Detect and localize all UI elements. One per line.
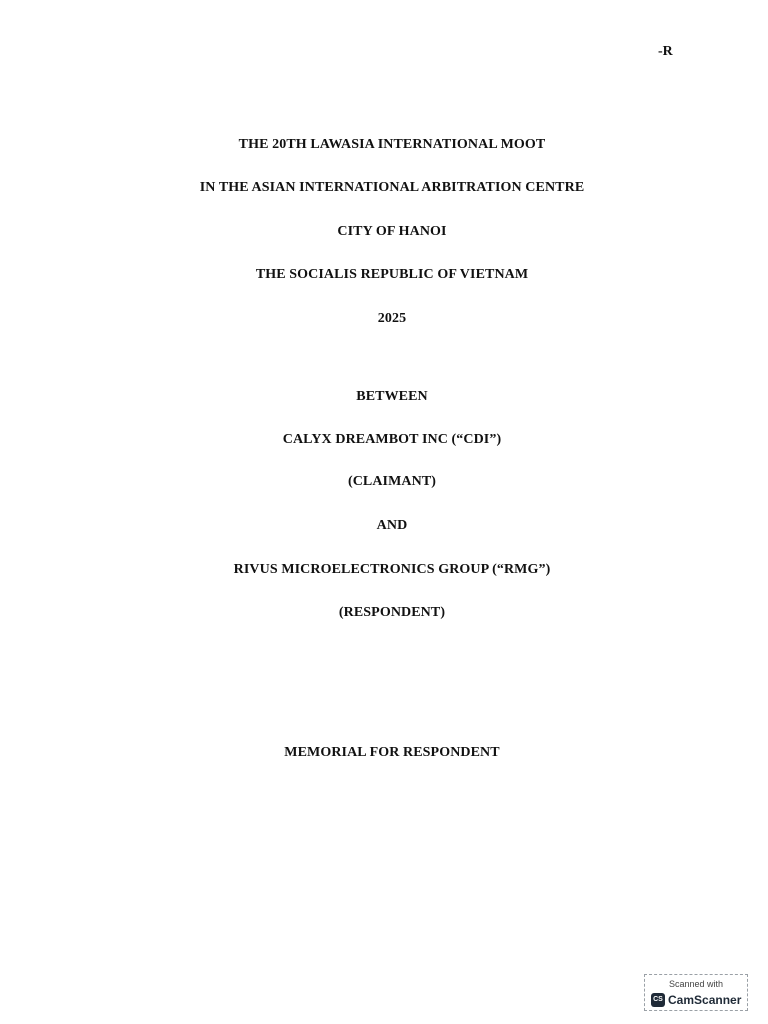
- scanned-with-text: Scanned with: [668, 979, 724, 989]
- camscanner-watermark: [644, 974, 748, 1011]
- city-line: CITY OF HANOI: [337, 224, 447, 239]
- and-label: AND: [376, 518, 408, 533]
- claimant-name: CALYX DREAMBOT INC (“CDI”): [282, 432, 502, 447]
- corner-mark: -R: [658, 44, 673, 59]
- year-line: 2025: [377, 311, 407, 326]
- document-title: MEMORIAL FOR RESPONDENT: [284, 745, 500, 760]
- between-label: BETWEEN: [356, 389, 428, 404]
- respondent-name: RIVUS MICROELECTRONICS GROUP (“RMG”): [233, 562, 551, 577]
- country-line: THE SOCIALIS REPUBLIC OF VIETNAM: [255, 267, 529, 282]
- claimant-role: (CLAIMANT): [347, 474, 437, 489]
- camscanner-logo-icon: [651, 993, 665, 1007]
- camscanner-logo-text: CS: [653, 996, 663, 1003]
- venue-line: IN THE ASIAN INTERNATIONAL ARBITRATION CENTRE: [199, 180, 585, 195]
- respondent-role: (RESPONDENT): [338, 605, 446, 620]
- camscanner-brand: CamScanner: [668, 993, 742, 1007]
- moot-title: THE 20TH LAWASIA INTERNATIONAL MOOT: [238, 137, 546, 152]
